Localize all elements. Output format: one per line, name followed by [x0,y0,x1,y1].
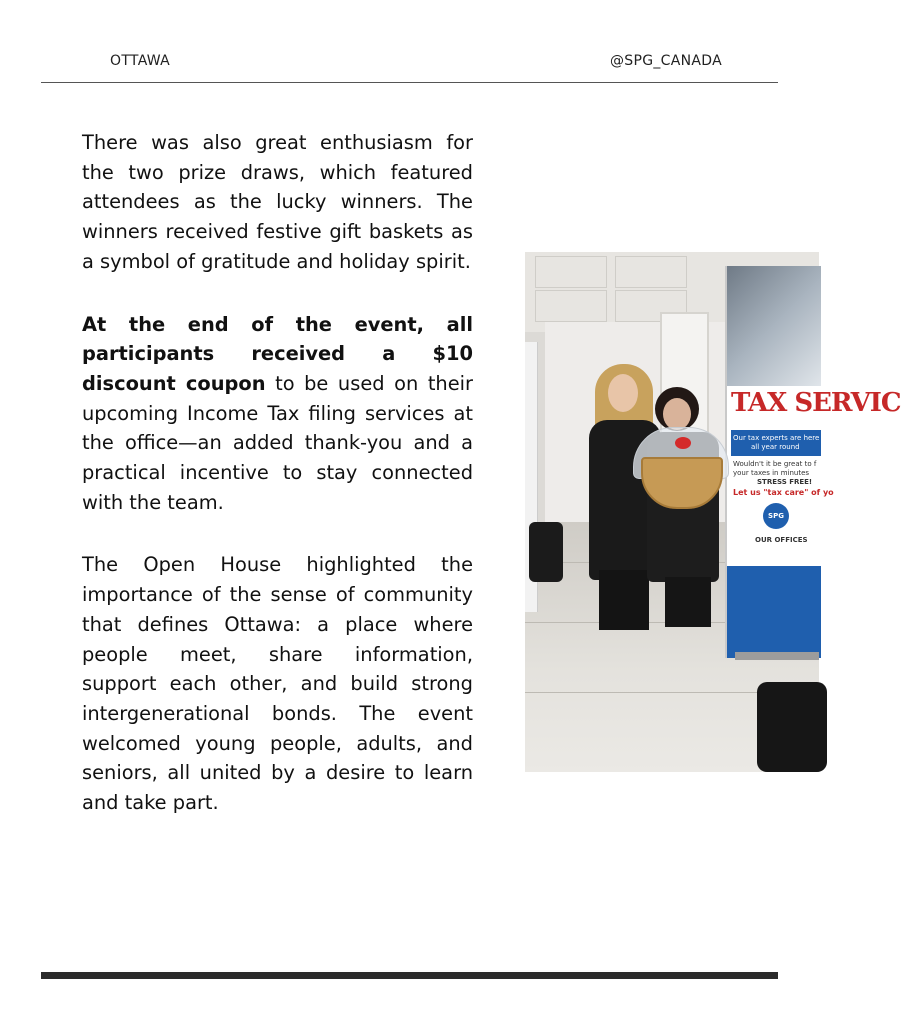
coupon-rest: to be used on their upcoming Income Tax filing services at the office—an added thank-you and a practical incentive to stay connected with the team. [82,371,474,514]
paragraph-prize-draws: There was also great enthusiasm for the two prize draws, which featured attendees as the lucky winners. The winners received festive gift baskets as a symbol of gratitude and holiday spirit. [82,131,473,273]
banner-title: TAX SERVIC [731,388,901,418]
article-body [82,128,473,818]
spg-logo: SPG [763,503,789,529]
banner-tagline-2: all year round [751,443,800,451]
footer-divider [41,972,778,979]
header-divider [41,82,778,83]
banner-stand [735,652,819,660]
handbag [529,522,563,582]
ceiling-tile [535,290,607,322]
paragraph-community: The Open House highlighted the importance of the sense of community that defines Ottawa: a place where people meet, share information, support each other, and build strong intergenerational bonds. The event welcomed young people, adults, and seniors, all united by a desire to learn and take part. [82,553,473,815]
event-photo [525,252,901,772]
banner-image [727,266,821,386]
person-right-face [663,398,691,430]
header-location: OTTAWA [110,53,171,69]
banner-slogan: Let us "tax care" of yo [733,488,834,497]
coupon-highlight: At the end of the event, all participants received a $10 discount coupon [82,312,473,395]
banner-text: Wouldn't it be great to f [733,460,817,468]
banner-tagline: Our tax experts are here to assi [733,434,845,442]
person-left-face [608,374,638,412]
banner-footer [727,566,821,658]
gift-bow [675,437,691,449]
banner-blue-strip [731,430,845,456]
tax-services-banner [725,266,901,658]
ceiling-tile [535,256,607,288]
person-left-legs [599,570,649,630]
header-handle: @SPG_CANADA [610,53,722,69]
banner-text: STRESS FREE! [757,478,813,486]
chair [757,682,827,772]
banner-text: your taxes in minutes [733,469,810,477]
ceiling-tile [615,256,687,288]
person-right-legs [665,577,711,627]
banner-offices-heading: OUR OFFICES [755,536,808,544]
paragraph-discount-coupon [82,310,473,518]
